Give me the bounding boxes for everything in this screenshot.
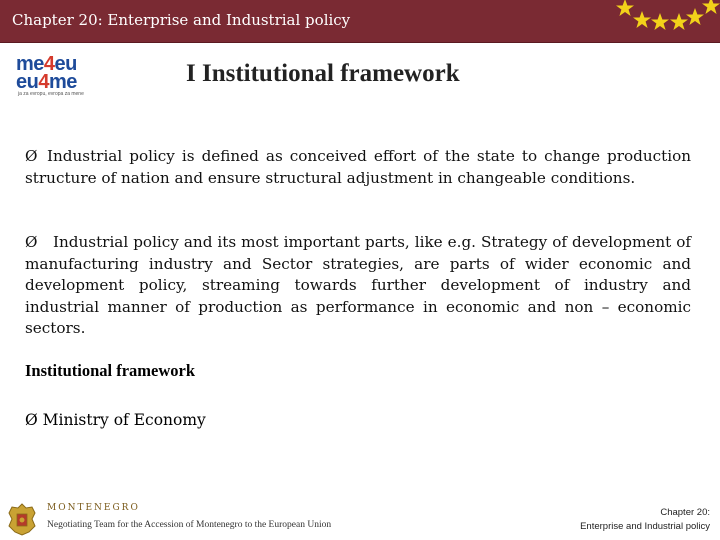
arrow-bullet-icon: Ø [25, 233, 38, 251]
eu-stars-icon [590, 0, 720, 42]
footer-team: Negotiating Team for the Accession of Montenegro to the European Union [47, 520, 332, 530]
montenegro-coat-of-arms-icon [4, 501, 40, 537]
header-bar [0, 0, 720, 43]
star-icon [616, 0, 634, 16]
header-title: Chapter 20: Enterprise and Industrial policy [12, 11, 351, 29]
star-icon [702, 0, 720, 14]
bullet-text-1: Industrial policy is defined as conceived effort of the state to change production structure of nation and ensure structural adjustment in changeable conditions. [25, 147, 691, 187]
arrow-bullet-icon: Ø [25, 411, 38, 429]
slide-title: I Institutional framework [186, 60, 460, 87]
bullet-paragraph-2 [25, 232, 691, 340]
footer-chapter-line-1: Chapter 20: [660, 507, 710, 518]
logo-line-2: eu4me [16, 71, 77, 93]
star-icon [686, 8, 704, 25]
bullet-text-2: Industrial policy and its most important parts, like e.g. Strategy of development of manufacturing industry and Sector strategies, are parts of wider economic and development policy, streaming towards further development of industry and industrial manner of production as performance in economic and non – economic sectors. [25, 233, 691, 337]
star-icon [670, 13, 688, 30]
arrow-bullet-icon: Ø [25, 147, 38, 165]
ministry-item [25, 411, 206, 429]
logo-tagline: ja za evropu, evropa za mene [18, 91, 84, 97]
ministry-label: Ministry of Economy [42, 411, 206, 429]
section-heading: Institutional framework [25, 361, 196, 380]
footer-country: MONTENEGRO [47, 503, 140, 513]
footer-chapter [540, 506, 710, 534]
bullet-paragraph-1 [25, 146, 691, 189]
star-icon [651, 13, 669, 30]
logo-line-1: me4eu [16, 53, 77, 75]
me4eu-logo [16, 54, 108, 98]
star-icon [633, 11, 651, 28]
footer-chapter-line-2: Enterprise and Industrial policy [580, 521, 710, 532]
